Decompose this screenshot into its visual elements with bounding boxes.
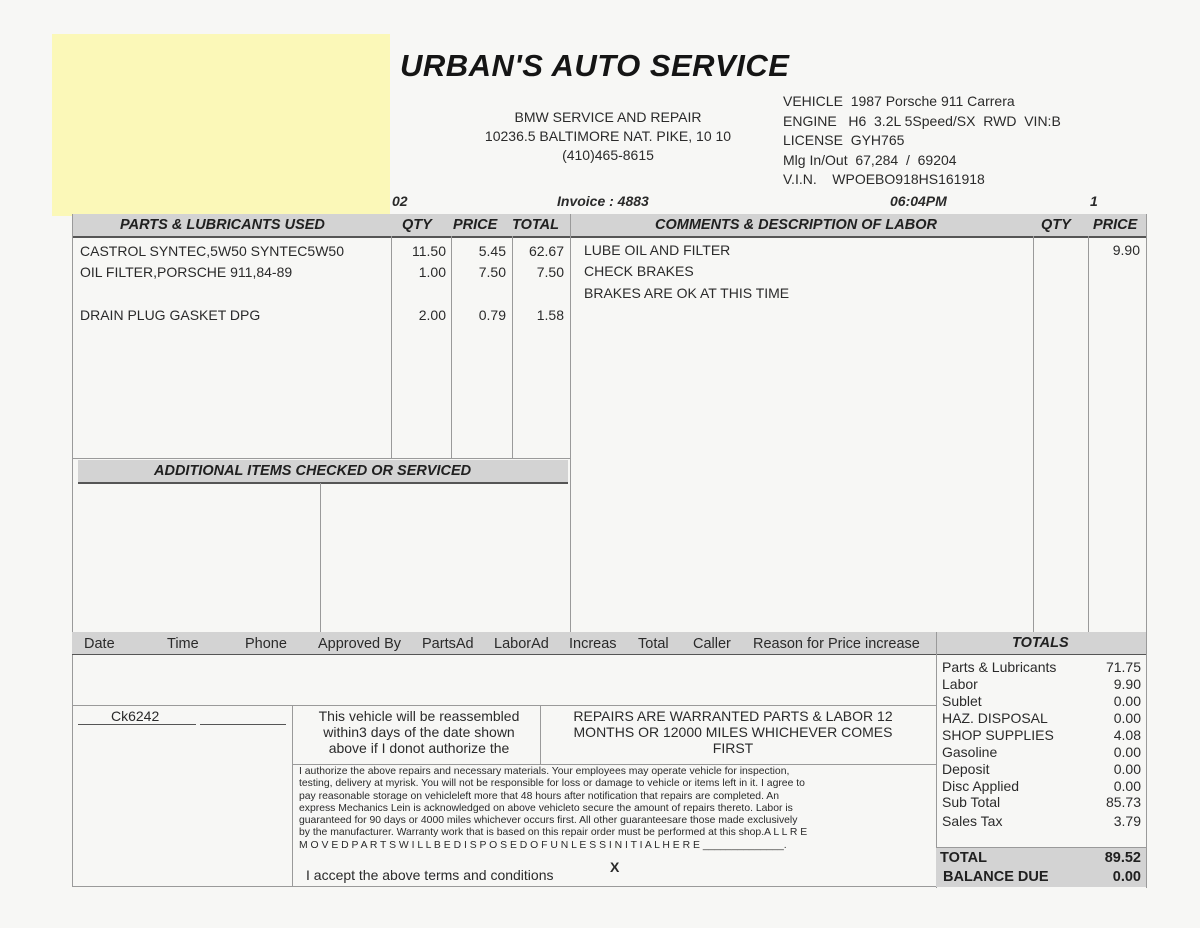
totals-label: Sublet — [942, 693, 982, 709]
totals-label: SHOP SUPPLIES — [942, 727, 1054, 743]
bottom-left-divider — [292, 706, 293, 886]
additional-top-line — [72, 458, 570, 459]
totals-value: 0.00 — [1113, 761, 1141, 777]
totals-value: 85.73 — [1105, 794, 1141, 810]
labor-desc-header: COMMENTS & DESCRIPTION OF LABOR — [655, 217, 937, 233]
invoice-time: 06:04PM — [890, 193, 947, 209]
part-price: 7.50 — [478, 264, 506, 280]
approval-col-partsad: PartsAd — [422, 636, 474, 652]
mileage-line: Mlg In/Out 67,284 / 69204 — [783, 151, 957, 168]
approval-col-caller: Caller — [693, 636, 731, 652]
sticky-note — [52, 34, 390, 216]
additional-underline — [78, 482, 568, 484]
parts-labor-divider — [570, 214, 571, 632]
totals-value: 9.90 — [1113, 676, 1141, 692]
auth-line: M O V E D P A R T S W I L L B E D I S P O S E D O F U N L E S S I N I T I A L H E R E ______________. — [299, 839, 787, 851]
approval-col-approved-by: Approved By — [318, 636, 402, 652]
payment-underline-1 — [78, 724, 196, 725]
approval-underline — [72, 654, 936, 655]
accept-terms: I accept the above terms and conditions — [306, 867, 554, 883]
approval-col-laborad: LaborAd — [494, 636, 549, 652]
bottom-border — [72, 886, 938, 887]
payment-ref: Ck6242 — [111, 708, 160, 724]
parts-price-header: PRICE — [453, 217, 498, 233]
auth-line: by the manufacturer. Warranty work that is based on this repair order must be performed at this shop.A L L R E — [299, 827, 808, 839]
totals-value: 0.00 — [1113, 710, 1141, 726]
totals-underline — [936, 654, 1146, 655]
approval-col-phone: Phone — [245, 636, 287, 652]
parts-divider-1 — [391, 236, 392, 458]
total-label: TOTAL — [940, 850, 987, 866]
totals-value: 71.75 — [1105, 659, 1141, 675]
vehicle-line: VEHICLE 1987 Porsche 911 Carrera — [783, 93, 1015, 109]
part-total: 7.50 — [536, 264, 564, 280]
engine-line: ENGINE H6 3.2L 5Speed/SX RWD VIN:B — [783, 112, 1061, 129]
shop-tagline: BMW SERVICE AND REPAIR — [514, 109, 702, 125]
parts-divider-2 — [451, 236, 452, 458]
totals-header: TOTALS — [1012, 635, 1069, 651]
totals-value: 0.00 — [1113, 778, 1141, 794]
totals-value: 4.08 — [1113, 727, 1141, 743]
warranty-line: MONTHS OR 12000 MILES WHICHEVER COMES — [573, 724, 893, 740]
part-qty: 2.00 — [418, 307, 446, 323]
auth-top-line — [293, 764, 936, 765]
part-price: 5.45 — [478, 243, 506, 259]
part-total: 62.67 — [528, 243, 564, 259]
approval-col-total: Total — [638, 636, 669, 652]
labor-line: CHECK BRAKES — [584, 263, 694, 279]
balance-due-value: 0.00 — [1112, 869, 1141, 885]
additional-divider — [320, 483, 321, 632]
parts-divider-3 — [512, 236, 513, 458]
invoice-page: 1 — [1090, 193, 1098, 209]
balance-due-label: BALANCE DUE — [943, 869, 1049, 885]
part-name: DRAIN PLUG GASKET DPG — [80, 307, 261, 323]
left-border — [72, 214, 73, 886]
part-name: CASTROL SYNTEC,5W50 SYNTEC5W50 — [80, 243, 344, 259]
reassemble-line: above if I donot authorize the — [328, 740, 510, 756]
invoice-date-fragment: 02 — [392, 193, 408, 209]
warranty-notice — [543, 708, 923, 756]
parts-qty-header: QTY — [402, 217, 432, 233]
labor-price-header: PRICE — [1093, 217, 1138, 233]
approval-col-reason: Reason for Price increase — [753, 636, 920, 652]
right-border — [1146, 214, 1147, 632]
totals-label: HAZ. DISPOSAL — [942, 710, 1048, 726]
license-line: LICENSE GYH765 — [783, 132, 905, 148]
auth-line: express Mechanics Lein is acknowledged on above vehicleto secure the amount of repairs thereto. Labor is — [299, 802, 793, 814]
part-name: OIL FILTER,PORSCHE 911,84-89 — [80, 264, 293, 280]
labor-divider-1 — [1033, 236, 1034, 632]
approval-bottom-line — [72, 705, 936, 706]
company-name: URBAN'S AUTO SERVICE — [400, 48, 790, 83]
totals-value: 0.00 — [1113, 744, 1141, 760]
shop-info — [448, 108, 768, 165]
signature-mark: X — [610, 859, 620, 875]
totals-label: Parts & Lubricants — [942, 659, 1057, 675]
part-total: 1.58 — [536, 307, 564, 323]
shop-phone: (410)465-8615 — [562, 147, 654, 163]
approval-col-time: Time — [167, 636, 199, 652]
vehicle-info — [783, 92, 1061, 190]
totals-label: Sales Tax — [942, 813, 1003, 829]
totals-label: Labor — [942, 676, 978, 692]
reassemble-notice — [303, 708, 535, 756]
totals-value: 3.79 — [1113, 813, 1141, 829]
invoice-number: Invoice : 4883 — [557, 193, 649, 209]
labor-qty-header: QTY — [1041, 217, 1071, 233]
labor-price: 9.90 — [1112, 242, 1140, 258]
approval-col-date: Date — [84, 636, 115, 652]
part-price: 0.79 — [478, 307, 506, 323]
warranty-line: REPAIRS ARE WARRANTED PARTS & LABOR 12 — [573, 708, 893, 724]
auth-line: pay reasonable storage on vehicleleft more that 48 hours after notification that repairs are completed. An — [299, 790, 779, 802]
auth-line: testing, delivery at myrisk. You will not be responsible for loss or damage to vehicle or items left in it. I agree to — [299, 778, 805, 790]
reassemble-line: This vehicle will be reassembled — [318, 708, 520, 724]
labor-divider-2 — [1088, 236, 1089, 632]
reassemble-line: within3 days of the date shown — [323, 724, 515, 740]
part-qty: 1.00 — [418, 264, 446, 280]
warranty-line: FIRST — [712, 740, 754, 756]
parts-total-header: TOTAL — [512, 217, 559, 233]
approval-col-increase: Increas — [569, 636, 617, 652]
totals-label: Sub Total — [942, 794, 1001, 810]
totals-label: Disc Applied — [942, 778, 1020, 794]
additional-header: ADDITIONAL ITEMS CHECKED OR SERVICED — [154, 463, 472, 479]
totals-value: 0.00 — [1113, 693, 1141, 709]
totals-right-border — [1146, 632, 1147, 888]
totals-label: Deposit — [942, 761, 990, 777]
totals-label: Gasoline — [942, 744, 998, 760]
vin-line: V.I.N. WPOEBO918HS161918 — [783, 171, 985, 187]
parts-col-header: PARTS & LUBRICANTS USED — [120, 217, 325, 233]
header-underline — [72, 236, 1146, 238]
total-value: 89.52 — [1104, 850, 1141, 866]
authorization-text — [299, 766, 931, 852]
labor-line: LUBE OIL AND FILTER — [584, 242, 731, 258]
notice-divider — [540, 706, 541, 764]
labor-line: BRAKES ARE OK AT THIS TIME — [584, 285, 790, 301]
shop-address: 10236.5 BALTIMORE NAT. PIKE, 10 10 — [484, 128, 732, 144]
auth-line: I authorize the above repairs and necessary materials. Your employees may operate vehicle for inspection, — [299, 766, 790, 777]
payment-underline-2 — [200, 724, 286, 725]
part-qty: 11.50 — [412, 243, 446, 259]
auth-line: guaranteed for 90 days or 4000 miles whichever occurs first. All other guaranteesare those made exclusively — [299, 815, 798, 827]
